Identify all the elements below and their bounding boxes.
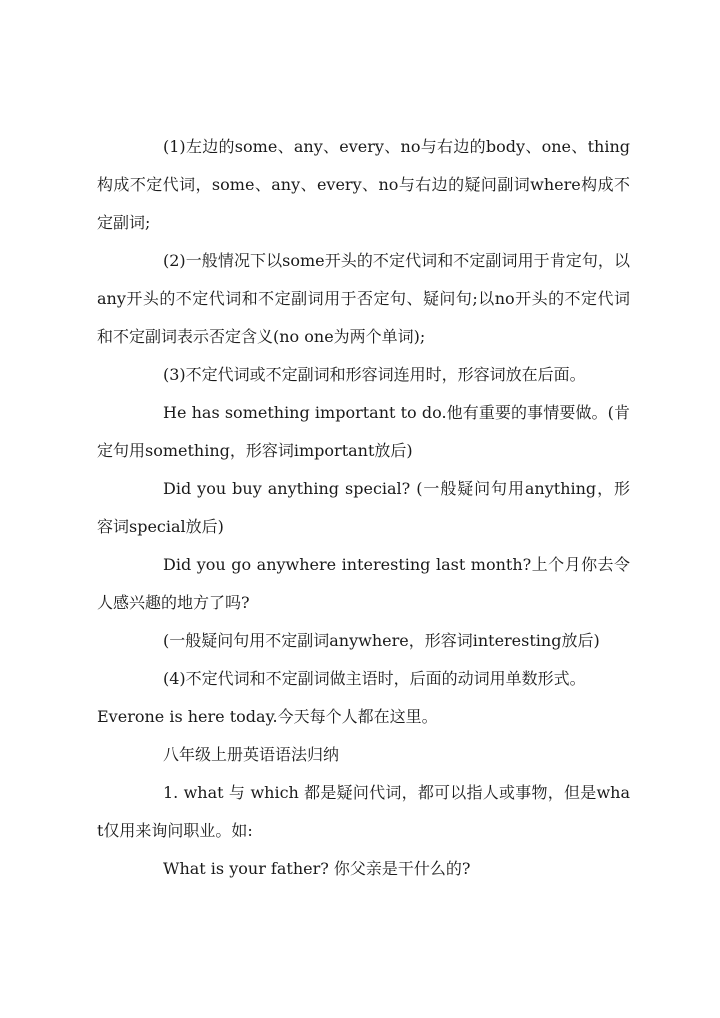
paragraph: Everone is here today.今天每个人都在这里。	[97, 707, 438, 726]
section-heading: 八年级上册英语语法归纳	[163, 745, 340, 764]
paragraph: Did you buy anything special? (一般疑问句用anything，形容词special放后)	[97, 479, 630, 536]
paragraph: (一般疑问句用不定副词anywhere，形容词interesting放后)	[163, 631, 600, 650]
paragraph: 1. what 与 which 都是疑问代词，都可以指人或事物，但是what仅用来询问职业。如:	[97, 783, 630, 840]
paragraph: (1)左边的some、any、every、no与右边的body、one、thing构成不定代词，some、any、every、no与右边的疑问副词where构成不定副词;	[97, 137, 630, 232]
document-body	[97, 128, 630, 888]
paragraph: He has something important to do.他有重要的事情要做。(肯定句用something，形容词important放后)	[97, 403, 630, 460]
paragraph: (2)一般情况下以some开头的不定代词和不定副词用于肯定句，以any开头的不定代词和不定副词用于否定句、疑问句;以no开头的不定代词和不定副词表示否定含义(no one为两个单词);	[97, 251, 630, 346]
paragraph: What is your father? 你父亲是干什么的?	[163, 859, 471, 878]
paragraph: (4)不定代词和不定副词做主语时，后面的动词用单数形式。	[163, 669, 586, 688]
paragraph: (3)不定代词或不定副词和形容词连用时，形容词放在后面。	[163, 365, 586, 384]
paragraph: Did you go anywhere interesting last month?上个月你去令人感兴趣的地方了吗?	[97, 555, 630, 612]
